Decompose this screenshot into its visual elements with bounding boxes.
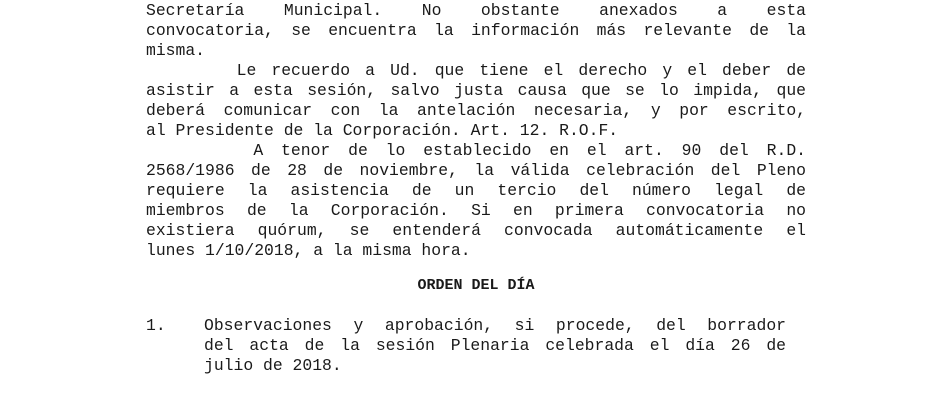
paragraph-3-line-6: lunes 1/10/2018, a la misma hora. — [146, 241, 471, 260]
paragraph-2-line-1: Le recuerdo a Ud. que tiene el derecho y el deber de — [146, 61, 806, 80]
agenda-item-line-2: del acta de la sesión Plenaria celebrada el día 26 de — [204, 336, 786, 355]
paragraph-2-line-2: asistir a esta sesión, salvo justa causa que se lo impida, que — [146, 81, 806, 100]
paragraph-1-line-1: Secretaría Municipal. No obstante anexados a esta — [146, 1, 806, 20]
agenda-item-line-3: julio de 2018. — [204, 356, 342, 375]
paragraph-3-line-5: existiera quórum, se entenderá convocada automáticamente el — [146, 221, 806, 240]
paragraph-3-line-3: requiere la asistencia de un tercio del número legal de — [146, 181, 806, 200]
agenda-item-number: 1. — [146, 316, 166, 335]
paragraph-3-line-2: 2568/1986 de 28 de noviembre, la válida celebración del Pleno — [146, 161, 806, 180]
paragraph-2-line-3: deberá comunicar con la antelación necesaria, y por escrito, — [146, 101, 806, 120]
paragraph-1-line-2: convocatoria, se encuentra la información más relevante de la — [146, 21, 806, 40]
paragraph-3-line-1: A tenor de lo establecido en el art. 90 del R.D. — [146, 141, 806, 160]
agenda-heading: ORDEN DEL DÍA — [417, 277, 535, 294]
paragraph-2-line-4: al Presidente de la Corporación. Art. 12. R.O.F. — [146, 121, 619, 140]
agenda-item-line-1: Observaciones y aprobación, si procede, del borrador — [204, 316, 786, 335]
paragraph-1-line-3: misma. — [146, 41, 206, 60]
paragraph-3-line-4: miembros de la Corporación. Si en primera convocatoria no — [146, 201, 806, 220]
